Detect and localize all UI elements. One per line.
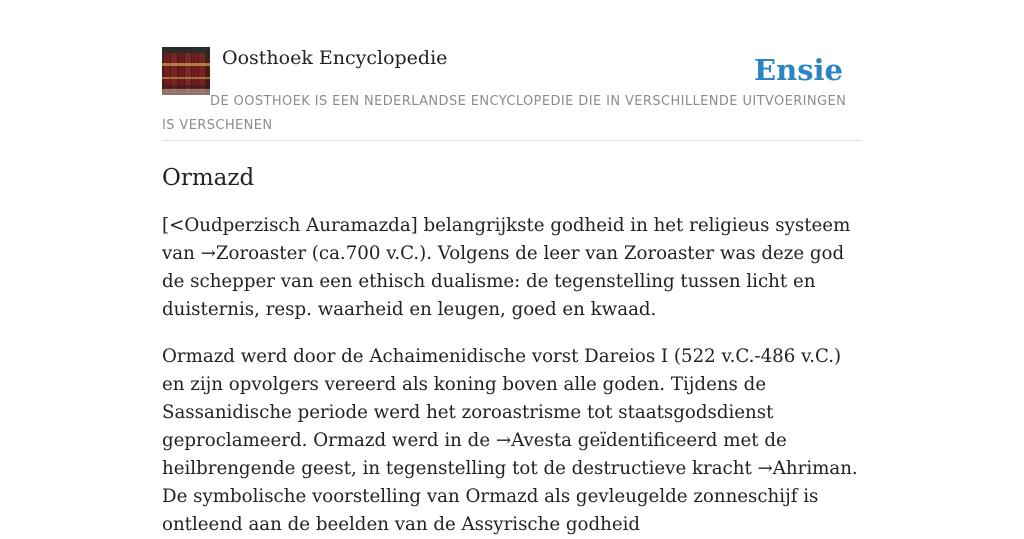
brand-logo[interactable]: Ensie <box>754 53 843 87</box>
site-name[interactable]: Oosthoek Encyclopedie <box>222 47 448 69</box>
article <box>162 162 862 539</box>
site-header <box>162 46 862 141</box>
site-tagline: DE OOSTHOEK IS EEN NEDERLANDSE ENCYCLOPEDIE DIE IN VERSCHILLENDE UITVOERINGEN IS VERSCHENEN <box>162 94 847 133</box>
article-paragraph: [<Oudperzisch Auramazda] belangrijkste godheid in het religieus systeem van →Zoroaster (ca.700 v.C.). Volgens de leer van Zoroaster was deze god de schepper van een ethisch dualisme: de tegenstelling tussen licht en duisternis, resp. waarheid en leugen, goed en kwaad. <box>162 215 851 320</box>
encyclopedia-books-icon <box>162 47 210 95</box>
avatar[interactable] <box>162 47 210 95</box>
article-paragraph: Ormazd werd door de Achaimenidische vorst Dareios I (522 v.C.-486 v.C.) en zijn opvolgers vereerd als koning boven alle goden. Tijdens de Sassanidische periode werd het zoroastrisme tot staatsgodsdienst geproclameerd. Ormazd werd in de →Avesta geïdentificeerd met de heilbrengende geest, in tegenstelling tot de destructieve kracht →Ahriman. De symbolische voorstelling van Ormazd als gevleugelde zonneschijf is ontleend aan de beelden van de Assyrische godheid <box>162 346 858 535</box>
page-title: Ormazd <box>162 165 255 191</box>
